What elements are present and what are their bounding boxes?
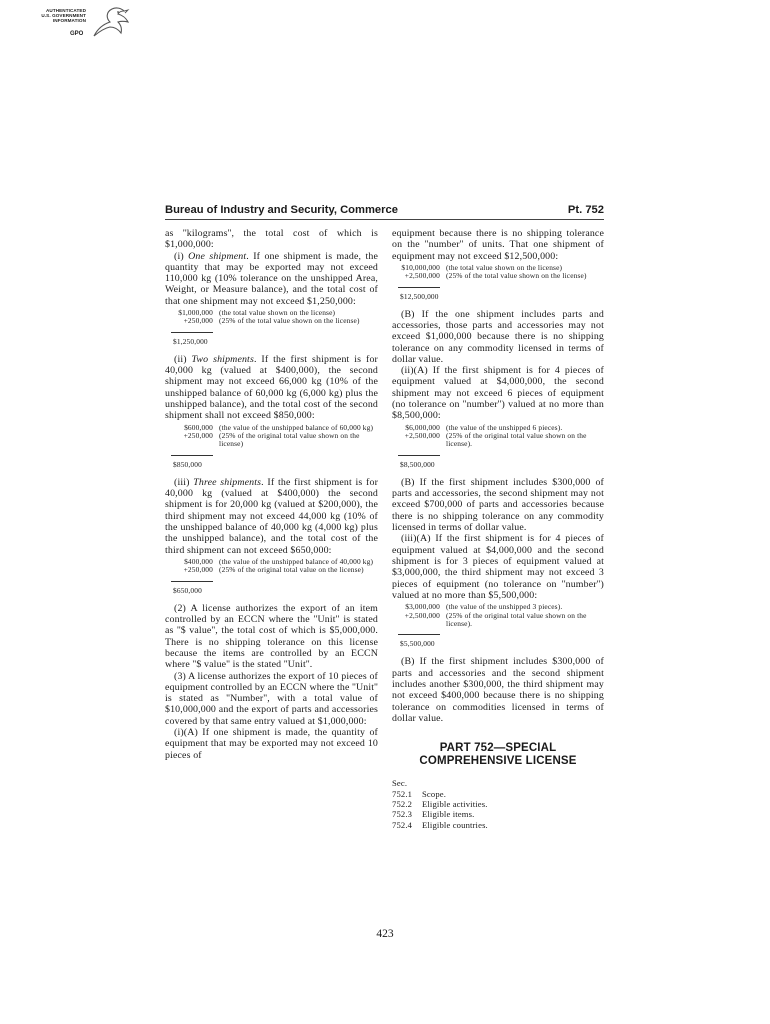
paragraph: (i)(A) If one shipment is made, the quantity of equipment that may be exported may not exceed 10 pieces of	[165, 727, 378, 761]
calc-row	[398, 432, 604, 449]
calc-description: (25% of the original total value shown on the license)	[219, 431, 360, 449]
calc-amount: +2,500,000	[404, 431, 440, 441]
section-entry	[392, 799, 604, 809]
paragraph-text: . If one shipment is made, the quantity that may be exported may not exceed 110,000 kg (10% tolerance on the unshipped Area, Weight, or Measure balance), and the total cost of that one shipment may not exceed $1,250,000:	[165, 250, 379, 307]
section-number: 752.2	[392, 798, 413, 809]
calc-description: (25% of the original total value on the license)	[219, 565, 364, 575]
calc-description: (25% of the original total value shown on the license).	[446, 431, 587, 449]
part-heading-line: PART 752—SPECIAL	[439, 742, 557, 755]
calc-description: (the total value shown on the license)	[219, 308, 336, 318]
section-title: Eligible activities.	[422, 798, 488, 809]
calc-description: (the value of the unshipped 6 pieces).	[446, 422, 563, 432]
calculation-table	[398, 603, 604, 635]
paragraph: (iii)(A) If the first shipment is for 4 pieces of equipment valued at $4,000,000 and the second shipment is for 3 pieces of equipment valued at $3,000,000, the third shipment may not exceed 3 pieces of equipment (no tolerance on ''number'') valued at no more than $5,500,000:	[392, 533, 604, 601]
section-entry	[392, 789, 604, 799]
section-entry	[392, 809, 604, 819]
seal-text	[12, 8, 86, 24]
paragraph	[165, 477, 378, 556]
paragraph: (3) A license authorizes the export of 10 pieces of equipment controlled by an ECCN where the ''Unit'' is stated as ''Number'', with a total value of $10,000,000 and the export of parts and accessories covered by that same entry valued at $1,000,000:	[165, 670, 378, 727]
italic-term: Three shipments	[193, 476, 262, 488]
paragraph-text: . If the first shipment is for 40,000 kg (valued at $400,000) the second shipment is for 20,000 kg (valued at $200,000), the third shipment may not exceed 44,000 kg (10% of the unshipped balance of 40,000 kg (4,000 kg) plus the unshipped balance), and the total cost of the third shipment can not exceed $650,000:	[165, 476, 379, 556]
page-number: 423	[376, 928, 394, 940]
calc-description: (the value of the unshipped balance of 40,000 kg)	[219, 556, 374, 566]
calc-total: $12,500,000	[400, 291, 439, 301]
calc-amount: $1,000,000	[178, 308, 213, 318]
paragraph	[165, 251, 378, 307]
seal-line: AUTHENTICATED	[45, 8, 86, 13]
section-number: 752.4	[392, 819, 413, 830]
calc-amount: +2,500,000	[404, 271, 440, 281]
calc-total: $8,500,000	[400, 459, 435, 469]
calc-total: $1,250,000	[173, 336, 208, 346]
part-heading-line: COMPREHENSIVE LICENSE	[419, 755, 577, 768]
calculation-table	[171, 558, 378, 582]
calc-rule	[398, 634, 440, 635]
calc-amount: $6,000,000	[405, 422, 440, 432]
calc-rule	[398, 455, 440, 456]
calc-row	[398, 612, 604, 629]
calc-total: $650,000	[173, 585, 202, 595]
paragraph: equipment because there is no shipping tolerance on the ''number'' of units. That one shipment of equipment may not exceed $12,500,000:	[392, 228, 604, 262]
calc-amount: +250,000	[183, 316, 213, 326]
italic-term: One shipment	[188, 250, 247, 262]
calc-description: (the value of the unshipped 3 pieces).	[446, 602, 563, 612]
calculation-table	[171, 424, 378, 456]
calc-total: $850,000	[173, 459, 202, 469]
part-heading	[392, 742, 604, 768]
calc-amount: +2,500,000	[404, 610, 440, 620]
gpo-authentication-seal	[12, 6, 142, 42]
calc-description: (25% of the original total value shown on the license).	[446, 610, 587, 628]
calc-row	[171, 317, 378, 325]
calc-description: (25% of the total value shown on the license)	[446, 271, 587, 281]
calculation-table	[171, 309, 378, 333]
paragraph-text: . If the first shipment is for 40,000 kg (valued at $400,000), the second shipment may not exceed 66,000 kg (10% of the unshipped balance of 60,000 kg (6,000 kg) plus the unshipped balance), and the total cost of the second shipment shall not exceed $850,000:	[165, 353, 378, 422]
calc-row	[171, 566, 378, 574]
calc-amount: +250,000	[183, 431, 213, 441]
calc-description: (25% of the total value shown on the license)	[219, 316, 360, 326]
calc-amount: $600,000	[184, 422, 213, 432]
paragraph: (B) If the first shipment includes $300,000 of parts and accessories and the second shipment includes another $300,000, the third shipment may not exceed $400,000 because there is no shipping tolerance on commodities licensed in terms of dollar value.	[392, 656, 604, 724]
section-title: Eligible items.	[422, 809, 475, 820]
right-column	[392, 228, 604, 830]
section-list-label: Sec.	[392, 778, 408, 789]
paragraph: (B) If the first shipment includes $300,000 of parts and accessories, the second shipment may not exceed $700,000 of parts and accessories because there is no shipping tolerance on any commodity licensed in terms of dollar value.	[392, 476, 604, 534]
seal-gpo-label: GPO	[70, 31, 84, 37]
calc-rule	[171, 581, 213, 582]
seal-line: INFORMATION	[52, 18, 86, 24]
calc-rule	[171, 332, 213, 333]
paragraph-label: (ii)	[174, 353, 192, 365]
paragraph-label: (i)	[174, 250, 189, 262]
section-number: 752.1	[392, 788, 413, 799]
agency-title: Bureau of Industry and Security, Commerce	[165, 204, 398, 216]
paragraph: as ''kilograms'', the total cost of which is $1,000,000:	[165, 228, 378, 251]
calc-row	[398, 272, 604, 280]
running-head	[165, 203, 604, 220]
calculation-table	[398, 264, 604, 288]
section-title: Scope.	[422, 788, 447, 799]
calc-rule	[171, 455, 213, 456]
calc-amount: +250,000	[183, 565, 213, 575]
calculation-table	[398, 424, 604, 456]
italic-term: Two shipments	[191, 353, 254, 365]
calc-amount: $10,000,000	[401, 262, 440, 272]
part-label: Pt. 752	[567, 204, 604, 216]
seal-line: U.S. GOVERNMENT	[41, 13, 86, 19]
left-column	[165, 228, 378, 761]
section-entry	[392, 820, 604, 830]
calc-row	[171, 432, 378, 449]
paragraph: (2) A license authorizes the export of an item controlled by an ECCN where the ''Unit'' is stated as ''$ value'', the total cost of which is $5,000,000. There is no shipping tolerance on this license because the items are controlled by an ECCN where ''$ value'' is the stated ''Unit''.	[165, 602, 378, 671]
paragraph: (B) If the one shipment includes parts and accessories, those parts and accessories may not exceed $1,000,000 because there is no shipping tolerance on any commodity licensed in terms of dollar value.	[392, 308, 604, 365]
calc-rule	[398, 287, 440, 288]
calc-amount: $400,000	[184, 556, 213, 566]
calc-description: (the total value shown on the license)	[446, 262, 563, 272]
paragraph	[165, 354, 378, 422]
eagle-icon	[88, 6, 138, 40]
calc-amount: $3,000,000	[405, 602, 440, 612]
paragraph-label: (iii)	[174, 476, 194, 488]
calc-total: $5,500,000	[400, 639, 435, 649]
calc-description: (the value of the unshipped balance of 60,000 kg)	[219, 422, 374, 432]
section-title: Eligible countries.	[422, 819, 488, 830]
paragraph: (ii)(A) If the first shipment is for 4 pieces of equipment valued at $4,000,000, the second shipment may not exceed 6 pieces of equipment (no tolerance on ''number'') valued at no more than $8,500,000:	[392, 365, 604, 422]
section-list	[392, 778, 604, 830]
section-number: 752.3	[392, 809, 413, 820]
